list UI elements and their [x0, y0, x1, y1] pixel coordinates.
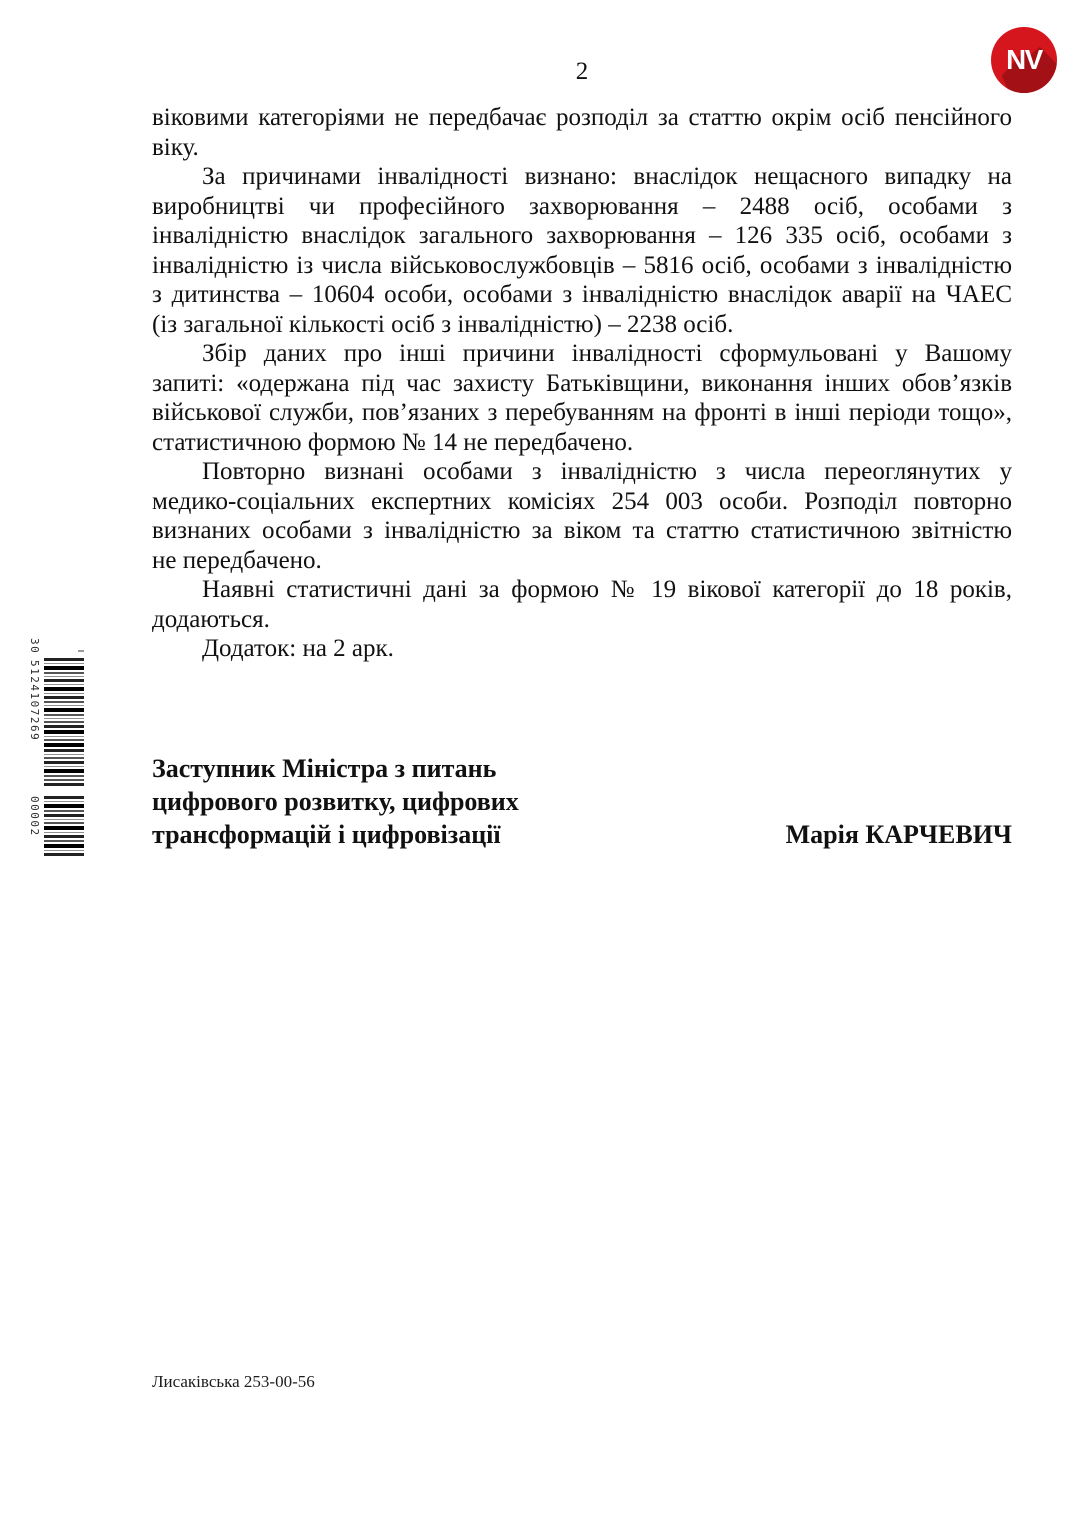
barcode-bar — [44, 826, 84, 830]
barcode-bar — [44, 804, 84, 808]
barcode-bar — [44, 721, 84, 723]
barcode-bar — [44, 708, 84, 712]
barcode-bar — [44, 679, 84, 682]
body-line: не передбачено. — [152, 546, 322, 574]
barcode-bar — [44, 736, 84, 737]
body-line: Повторно визнані особами з інвалідністю з числа переоглянутих у — [202, 458, 1012, 485]
barcode-bar — [44, 687, 84, 691]
barcode-bar — [44, 718, 84, 719]
barcode-bar — [44, 835, 84, 838]
barcode-bar — [44, 701, 84, 703]
barcode-bar — [44, 850, 84, 851]
nv-logo — [991, 27, 1057, 93]
barcode-suffix-digits: 00002 — [28, 796, 41, 837]
barcode-bar — [44, 844, 84, 848]
barcode-bars-lower — [44, 796, 84, 858]
body-line: (із загальної кількості осіб з інвалідністю) – 2238 осіб. — [152, 310, 734, 338]
barcode-bar — [44, 819, 84, 820]
signature-block — [152, 752, 1012, 851]
nv-logo-text: NV — [1006, 44, 1042, 76]
barcode-bar — [44, 822, 84, 824]
barcode-bar — [44, 743, 84, 747]
barcode-bar — [44, 769, 84, 773]
barcode-main-digits: 5124107269 — [28, 660, 41, 742]
body-line: За причинами інвалідності визнано: внаслідок нещасного випадку на — [202, 163, 1012, 190]
footer-reference: Лисаківська 253-00-56 — [152, 1372, 315, 1391]
barcode-bar — [44, 761, 84, 764]
barcode — [28, 636, 86, 872]
barcode-prefix-digits: 30 — [28, 638, 41, 655]
body-line: віку. — [152, 133, 199, 161]
body-line: Додаток: на 2 арк. — [202, 635, 394, 662]
barcode-bar — [44, 814, 84, 817]
barcode-bar — [44, 663, 84, 664]
barcode-bar — [44, 775, 84, 777]
barcode-bar — [44, 779, 84, 781]
barcode-bar — [44, 714, 84, 716]
barcode-bar — [44, 696, 84, 699]
barcode-bar — [44, 783, 84, 786]
barcode-bar — [44, 725, 84, 728]
body-line: статистичною формою № 14 не передбачено. — [152, 428, 634, 456]
barcode-bar — [44, 801, 84, 802]
barcode-bar — [44, 832, 84, 833]
barcode-bar — [44, 684, 84, 685]
body-line: інвалідністю внаслідок загального захворювання – 126 335 осіб, особами з — [152, 222, 1012, 249]
nv-logo-graphic — [991, 27, 1057, 93]
barcode-bar — [44, 754, 84, 755]
body-line: визнаних особами з інвалідністю за віком та статтю статистичною звітністю — [152, 517, 1012, 544]
signature-title-line-2: цифрового розвитку, цифрових — [152, 787, 519, 816]
barcode-bar — [44, 693, 84, 694]
page-number: 2 — [575, 58, 589, 85]
signatory-name: Марія КАРЧЕВИЧ — [785, 820, 1012, 849]
barcode-bar — [44, 730, 84, 734]
body-line: військової служби, пов’язаних з перебуванням на фронті в інші періоди тощо», — [152, 399, 1012, 426]
barcode-bar — [44, 739, 84, 741]
barcode-bar — [44, 757, 84, 759]
barcode-bar — [44, 676, 84, 677]
body-line: додаються. — [152, 605, 270, 633]
body-line: інвалідністю із числа військовослужбовців – 5816 осіб, особами з інвалідністю — [152, 251, 1012, 279]
barcode-bar — [44, 672, 84, 674]
barcode-bar — [44, 666, 84, 670]
barcode-bar — [44, 705, 84, 706]
barcode-bar — [44, 796, 84, 799]
body-line: віковими категоріями не передбачає розподіл за статтю окрім осіб пенсійного — [152, 104, 1012, 131]
document-body — [152, 103, 1012, 664]
body-line: з дитинства – 10604 особи, особами з інвалідністю внаслідок аварії на ЧАЕС — [152, 281, 1012, 308]
barcode-bars-upper — [44, 658, 84, 788]
body-line: виробництві чи професійного захворювання – 2488 осіб, особами з — [152, 192, 1012, 220]
signature-title-line-1: Заступник Міністра з питань — [152, 754, 497, 783]
barcode-bar — [44, 766, 84, 767]
signature-title-text: трансформацій і цифровізації — [152, 820, 501, 849]
barcode-bar — [44, 749, 84, 752]
signature-title-line-3 — [152, 818, 1012, 851]
body-line: медико-соціальних експертних комісіях 254 003 особи. Розподіл повторно — [152, 487, 1012, 515]
barcode-tick-mark — [78, 650, 84, 652]
body-line: запиті: «одержана під час захисту Батьківщини, виконання інших обов’язків — [152, 369, 1012, 397]
body-line: Наявні статистичні дані за формою № 19 вікової категорії до 18 років, — [202, 576, 1012, 603]
barcode-bar — [44, 840, 84, 842]
body-line: Збір даних про інші причини інвалідності сформульовані у Вашому — [202, 340, 1012, 367]
barcode-bar — [44, 658, 84, 661]
barcode-bar — [44, 810, 84, 812]
barcode-bar — [44, 853, 84, 856]
